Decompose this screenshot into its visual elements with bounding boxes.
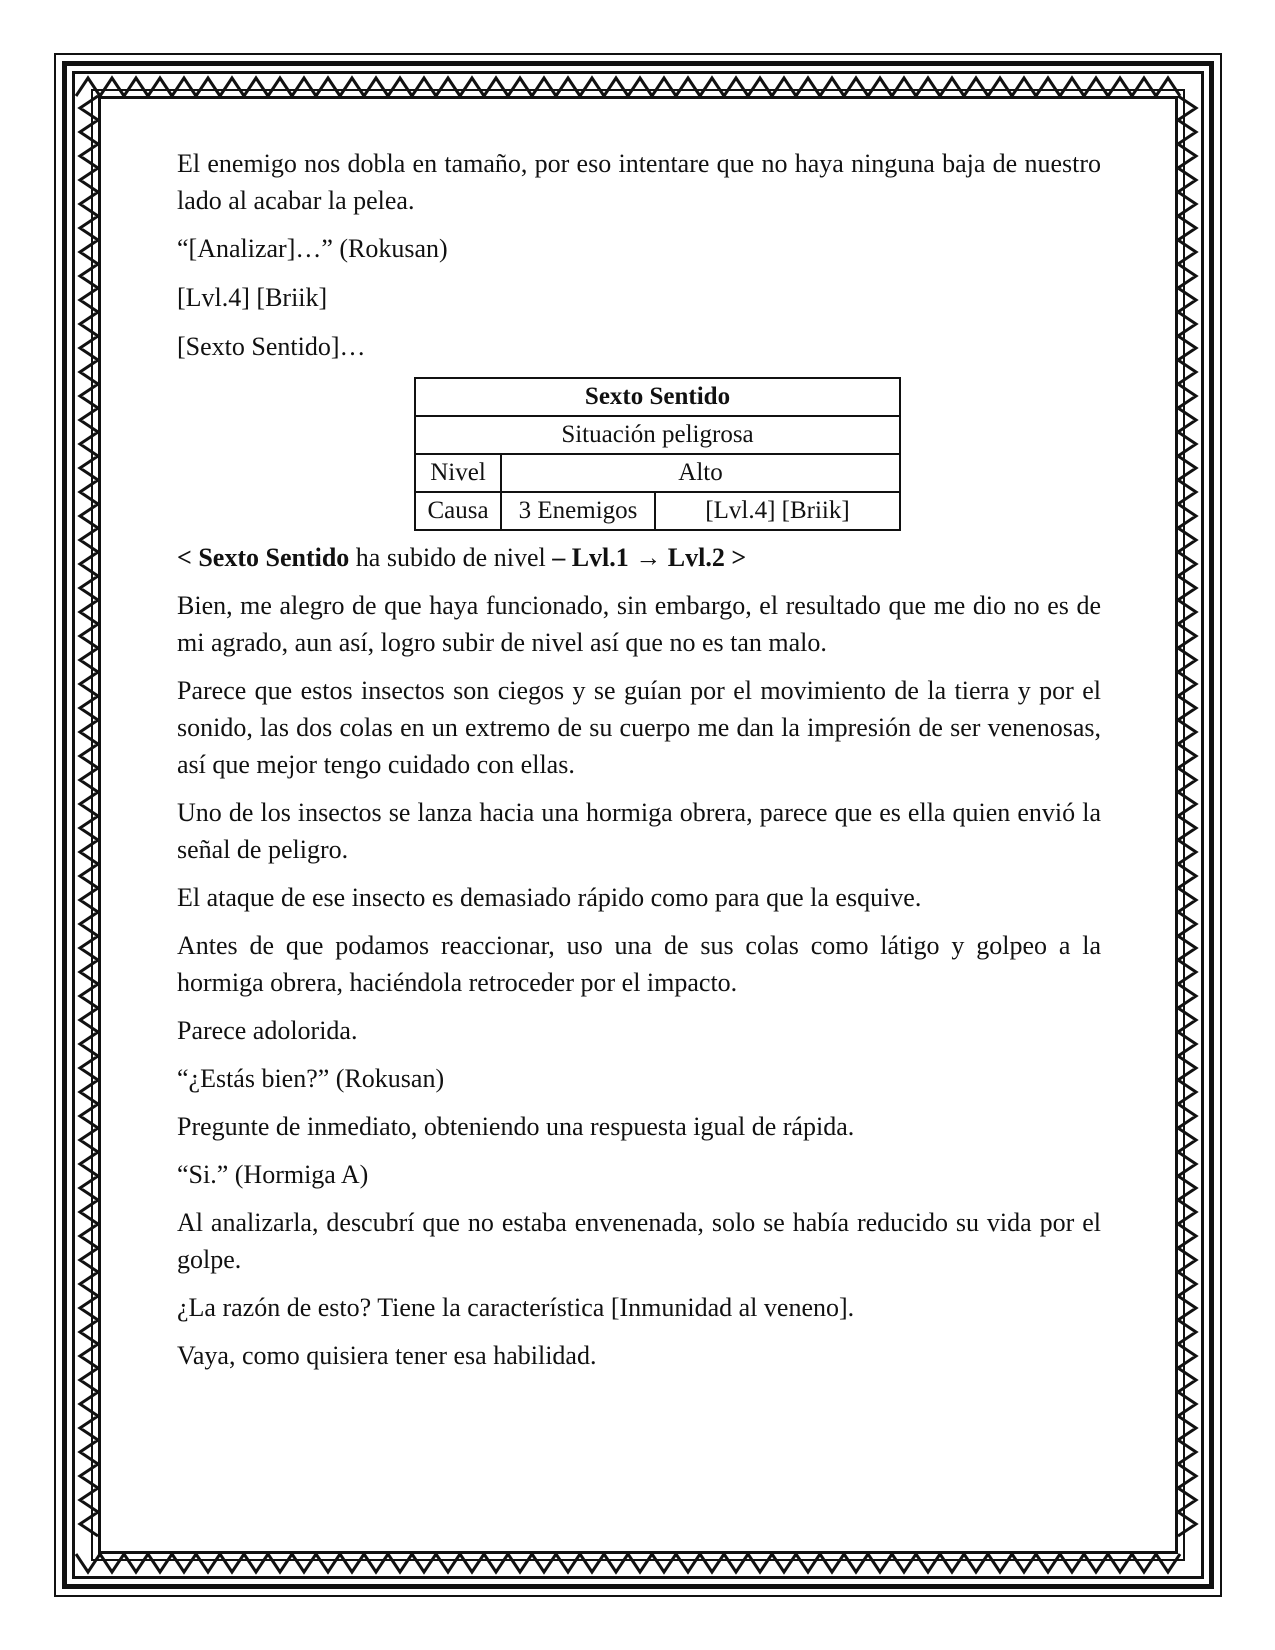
- paragraph: Antes de que podamos reaccionar, uso una de sus colas como látigo y golpeo a la hormiga obrera, haciéndola retroceder por el impacto.: [177, 931, 1101, 997]
- dialogue-line: “¿Estás bien?” (Rokusan): [177, 1064, 445, 1093]
- level-up-text: ha subido de nivel: [355, 543, 546, 572]
- paragraph: Pregunte de inmediato, obteniendo una respuesta igual de rápida.: [177, 1112, 855, 1141]
- skill-table-cause-target: [Lvl.4] [Briik]: [655, 492, 900, 530]
- level-up-dash: –: [552, 543, 566, 572]
- paragraph: Parece adolorida.: [177, 1016, 358, 1045]
- dialogue-line: “Si.” (Hormiga A): [177, 1160, 369, 1189]
- skill-line: [Sexto Sentido]…: [177, 332, 366, 361]
- skill-table-level-value: Alto: [501, 454, 900, 492]
- skill-table-level-label: Nivel: [415, 454, 501, 492]
- skill-table-title: Sexto Sentido: [415, 378, 900, 416]
- paragraph: Vaya, como quisiera tener esa habilidad.: [177, 1341, 597, 1370]
- paragraph: El ataque de ese insecto es demasiado rápido como para que la esquive.: [177, 883, 922, 912]
- arrow-right-icon: →: [635, 543, 662, 572]
- level-up-from: Lvl.1: [571, 543, 629, 572]
- skill-table-situation: Situación peligrosa: [415, 416, 900, 454]
- skill-table: [414, 377, 901, 531]
- paragraph: Parece que estos insectos son ciegos y se guían por el movimiento de la tierra y por el sonido, las dos colas en un extremo de su cuerpo me dan la impresión de ser venenosas, así que mejor tengo cuidado con ellas.: [177, 676, 1101, 779]
- level-up-open: <: [177, 543, 192, 572]
- paragraph: ¿La razón de esto? Tiene la característica [Inmunidad al veneno].: [177, 1293, 855, 1322]
- dialogue-line: “[Analizar]…” (Rokusan): [177, 234, 448, 263]
- status-line: [Lvl.4] [Briik]: [177, 283, 328, 312]
- level-up-close: >: [731, 543, 747, 572]
- document-body: [177, 145, 1101, 1385]
- skill-table-cause-label: Causa: [415, 492, 501, 530]
- level-up-notice: [177, 539, 1101, 576]
- paragraph: Bien, me alegro de que haya funcionado, sin embargo, el resultado que me dio no es de mi agrado, aun así, logro subir de nivel así que no es tan malo.: [177, 591, 1101, 657]
- paragraph: Uno de los insectos se lanza hacia una hormiga obrera, parece que es ella quien envió la señal de peligro.: [177, 798, 1101, 864]
- skill-table-cause-count: 3 Enemigos: [501, 492, 655, 530]
- paragraph: Al analizarla, descubrí que no estaba envenenada, solo se había reducido su vida por el golpe.: [177, 1208, 1101, 1274]
- level-up-to: Lvl.2: [667, 543, 725, 572]
- level-up-skill: Sexto Sentido: [198, 543, 350, 572]
- paragraph: El enemigo nos dobla en tamaño, por eso intentare que no haya ninguna baja de nuestro lado al acabar la pelea.: [177, 149, 1101, 215]
